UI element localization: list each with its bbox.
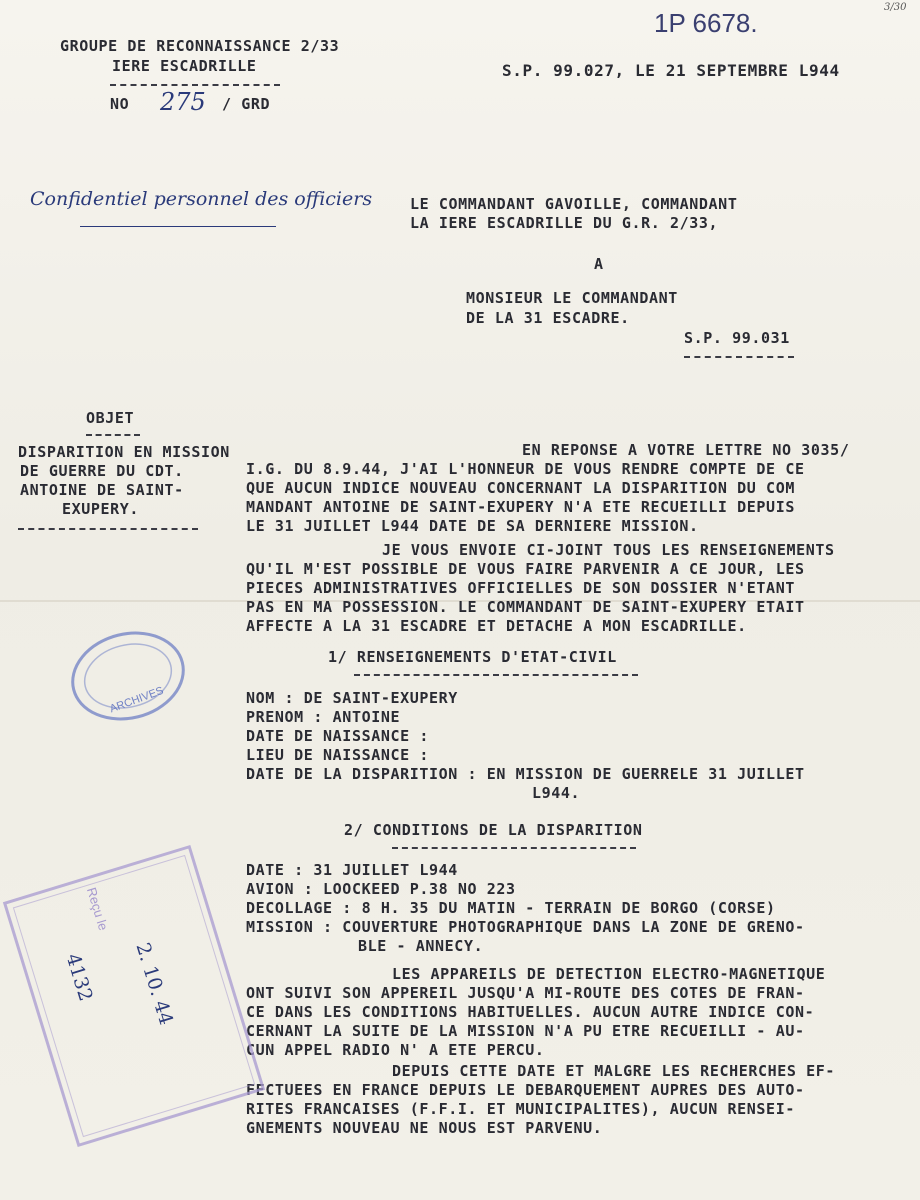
recipient-line-1: MONSIEUR LE COMMANDANT [466,289,678,307]
unit-underline [110,84,280,86]
para2-line-3: PIECES ADMINISTRATIVES OFFICIELLES DE SON DOSSIER N'ETANT [246,579,795,597]
para3-line-5: CUN APPEL RADIO N' A ETE PERCU. [246,1041,545,1059]
reference-prefix: NO [110,95,130,113]
field-date-disparition: DATE DE LA DISPARITION : EN MISSION DE GUERRELE 31 JUILLET [246,765,805,783]
para4-line-4: GNEMENTS NOUVEAU NE NOUS EST PARVENU. [246,1119,603,1137]
para2-line-1: JE VOUS ENVOIE CI-JOINT TOUS LES RENSEIGNEMENTS [382,541,835,559]
section2-title: 2/ CONDITIONS DE LA DISPARITION [344,821,643,839]
reference-suffix: / GRD [222,95,271,113]
para3-line-4: CERNANT LA SUITE DE LA MISSION N'A PU ETRE RECUEILLI - AU- [246,1022,805,1040]
objet-line-2: DE GUERRE DU CDT. [20,462,184,480]
para4-line-2: FECTUEES EN FRANCE DEPUIS LE DEBARQUEMENT AUPRES DES AUTO- [246,1081,805,1099]
annotation-underline [80,226,276,227]
field-decollage: DECOLLAGE : 8 H. 35 DU MATIN - TERRAIN DE BORGO (CORSE) [246,899,776,917]
field-date-disparition-year: L944. [532,784,581,802]
to-word: A [594,255,604,273]
intro-line-2: I.G. DU 8.9.44, J'AI L'HONNEUR DE VOUS RENDRE COMPTE DE CE [246,460,805,478]
para4-line-1: DEPUIS CETTE DATE ET MALGRE LES RECHERCHES EF- [392,1062,836,1080]
sender-line-1: LE COMMANDANT GAVOILLE, COMMANDANT [410,195,738,213]
archives-stamp [60,620,200,730]
intro-line-1: EN REPONSE A VOTRE LETTRE NO 3035/ [522,441,850,459]
received-date: 2. 10. 44 [131,940,178,1028]
objet-label: OBJET [86,409,135,427]
objet-line-3: ANTOINE DE SAINT- [20,481,184,499]
para2-line-4: PAS EN MA POSSESSION. LE COMMANDANT DE SAINT-EXUPERY ETAIT [246,598,805,616]
objet-underline [18,528,198,530]
recipient-line-2: DE LA 31 ESCADRE. [466,309,630,327]
archive-code: 1P 6678. [654,8,758,38]
field-prenom: PRENOM : ANTOINE [246,708,401,726]
sender-line-2: LA IERE ESCADRILLE DU G.R. 2/33, [410,214,719,232]
field-date-naissance: DATE DE NAISSANCE : [246,727,429,745]
unit-line-2: IERE ESCADRILLE [112,57,257,75]
field-lieu-naissance: LIEU DE NAISSANCE : [246,746,429,764]
objet-line-1: DISPARITION EN MISSION [18,443,230,461]
field-date: DATE : 31 JUILLET L944 [246,861,458,879]
field-mission-cont: BLE - ANNECY. [358,937,484,955]
para2-line-2: QU'IL M'EST POSSIBLE DE VOUS FAIRE PARVENIR A CE JOUR, LES [246,560,805,578]
reference-number: 275 [160,88,206,116]
objet-label-underline [86,434,140,436]
para2-line-5: AFFECTE A LA 31 ESCADRE ET DETACHE A MON ESCADRILLE. [246,617,747,635]
intro-line-3: QUE AUCUN INDICE NOUVEAU CONCERNANT LA DISPARITION DU COM [246,479,795,497]
page-mark: 3/30 [884,2,907,13]
recipient-sp-underline [684,356,794,358]
field-nom: NOM : DE SAINT-EXUPERY [246,689,458,707]
date-line: S.P. 99.027, LE 21 SEPTEMBRE L944 [502,61,840,80]
objet-line-4: EXUPERY. [62,500,140,518]
para4-line-3: RITES FRANCAISES (F.F.I. ET MUNICIPALITES), AUCUN RENSEI- [246,1100,795,1118]
para3-line-3: CE DANS LES CONDITIONS HABITUELLES. AUCUN AUTRE INDICE CON- [246,1003,815,1021]
section1-title: 1/ RENSEIGNEMENTS D'ETAT-CIVIL [328,648,617,666]
section1-underline [354,674,638,676]
received-stamp-label: Reçu le [83,885,112,933]
confidential-annotation: Confidentiel personnel des officiers [30,188,373,210]
field-mission: MISSION : COUVERTURE PHOTOGRAPHIQUE DANS LA ZONE DE GRENO- [246,918,805,936]
section2-underline [392,847,636,849]
para3-line-1: LES APPAREILS DE DETECTION ELECTRO-MAGNETIQUE [392,965,826,983]
received-number: 4132 [61,951,97,1004]
archives-stamp-label: ARCHIVES [108,684,166,716]
intro-line-4: MANDANT ANTOINE DE SAINT-EXUPERY N'A ETE RECUEILLI DEPUIS [246,498,795,516]
intro-line-5: LE 31 JUILLET L944 DATE DE SA DERNIERE MISSION. [246,517,699,535]
field-avion: AVION : LOOCKEED P.38 NO 223 [246,880,516,898]
para3-line-2: ONT SUIVI SON APPEREIL JUSQU'A MI-ROUTE DES COTES DE FRAN- [246,984,805,1002]
received-stamp [3,845,265,1147]
unit-line-1: GROUPE DE RECONNAISSANCE 2/33 [60,37,340,55]
recipient-sp: S.P. 99.031 [684,329,790,347]
